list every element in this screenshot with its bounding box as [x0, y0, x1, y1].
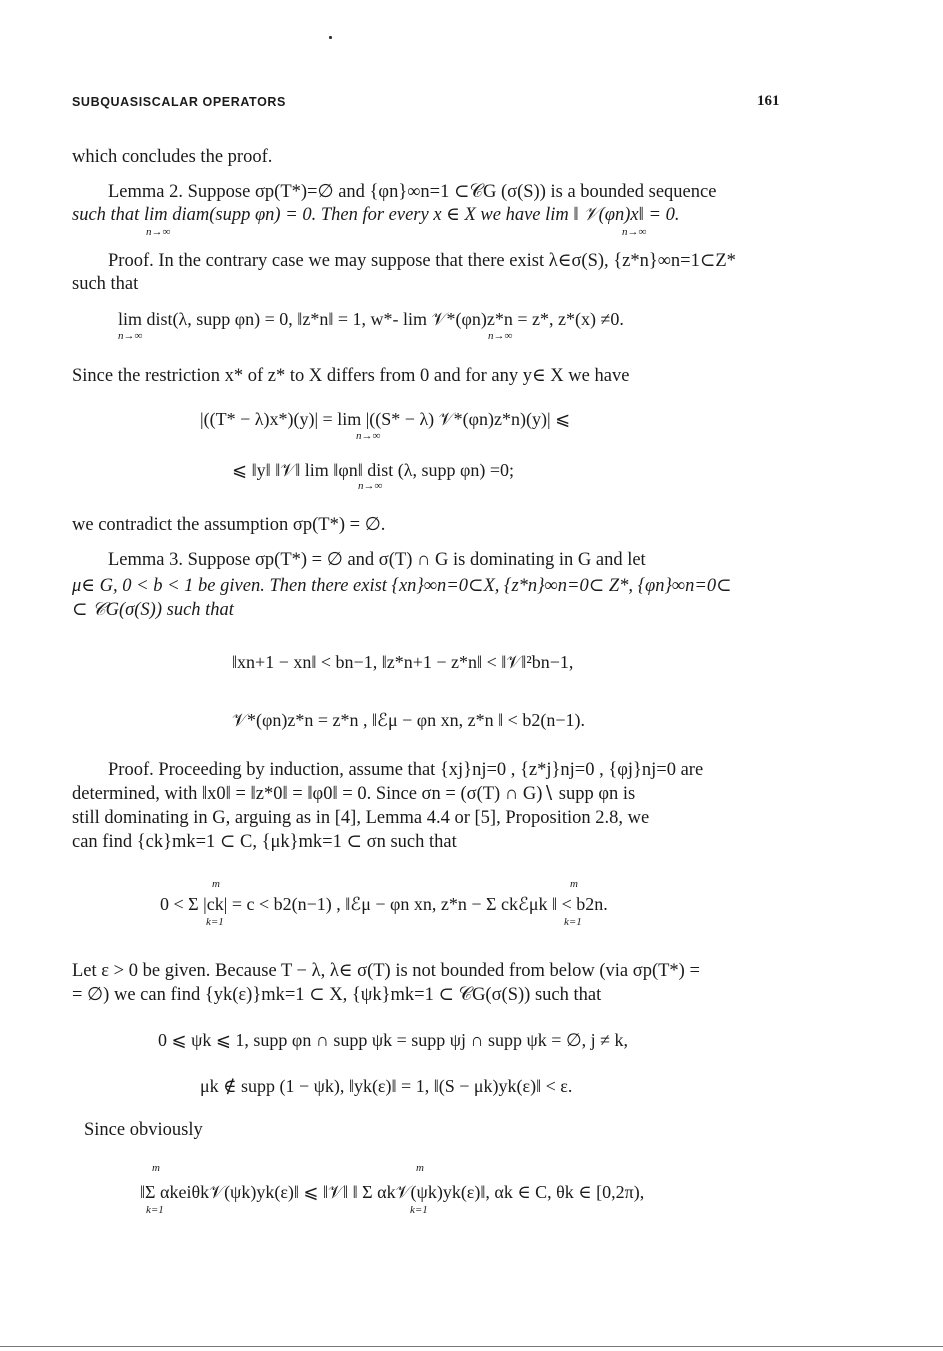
equation: 0 < Σ |ck| = c < b2(n−1) , ‖ℰμ − φn xn, z*n − Σ ckℰμk ‖ < b2n. — [160, 894, 608, 914]
sum-lower-limit: k=1 — [146, 1204, 164, 1216]
running-title: SUBQUASISCALAR OPERATORS — [72, 95, 286, 109]
text-line: still dominating in G, arguing as in [4], Lemma 4.4 or [5], Proposition 2.8, we — [72, 808, 650, 828]
text-line: ⊂ 𝒞G(σ(S)) such that — [72, 600, 234, 620]
text-line: such that — [72, 274, 139, 294]
sum-lower-limit: k=1 — [564, 916, 582, 928]
sum-lower-limit: k=1 — [206, 916, 224, 928]
scan-edge — [0, 1346, 943, 1347]
proof-line: Proof. Proceeding by induction, assume that {xj}nj=0 , {z*j}nj=0 , {φj}nj=0 are — [108, 760, 704, 780]
sum-upper-limit: m — [212, 878, 220, 890]
equation: ⩽ ‖y‖ ‖𝒱‖ lim ‖φn‖ dist (λ, supp φn) =0; — [232, 460, 515, 480]
page-number: 161 — [757, 93, 780, 109]
text-line: can find {ck}mk=1 ⊂ C, {μk}mk=1 ⊂ σn such that — [72, 832, 457, 852]
limit-subscript: n→∞ — [356, 430, 381, 442]
limit-subscript: n→∞ — [488, 330, 513, 342]
equation: |((T* − λ)x*)(y)| = lim |((S* − λ) 𝒱*(φn)z*n)(y)| ⩽ — [200, 409, 571, 429]
equation: 0 ⩽ ψk ⩽ 1, supp φn ∩ supp ψk = supp ψj ∩ supp ψk = ∅, j ≠ k, — [158, 1030, 629, 1050]
sum-upper-limit: m — [570, 878, 578, 890]
text-line: such that lim diam(supp φn) = 0. Then for every x ∈ X we have lim ‖ 𝒱(φn)x‖ = 0. — [72, 205, 680, 225]
equation: 𝒱*(φn)z*n = z*n , ‖ℰμ − φn xn, z*n ‖ < b2(n−1). — [232, 710, 585, 730]
lemma-3-statement: Lemma 3. Suppose σp(T*) = ∅ and σ(T) ∩ G is dominating in G and let — [108, 550, 646, 570]
speck — [329, 36, 332, 39]
limit-subscript: n→∞ — [146, 226, 171, 238]
text-line: Let ε > 0 be given. Because T − λ, λ∈ σ(T) is not bounded from below (via σp(T*) = — [72, 961, 700, 981]
text-line: = ∅) we can find {yk(ε)}mk=1 ⊂ X, {ψk}mk=1 ⊂ 𝒞G(σ(S)) such that — [72, 985, 602, 1005]
equation: μk ∉ supp (1 − ψk), ‖yk(ε)‖ = 1, ‖(S − μk)yk(ε)‖ < ε. — [200, 1076, 573, 1096]
text-line: determined, with ‖x0‖ = ‖z*0‖ = ‖φ0‖ = 0. Since σn = (σ(T) ∩ G)∖ supp φn is — [72, 784, 636, 804]
sum-lower-limit: k=1 — [410, 1204, 428, 1216]
equation: ‖xn+1 − xn‖ < bn−1, ‖z*n+1 − z*n‖ < ‖𝒱‖²bn−1, — [232, 652, 574, 672]
limit-subscript: n→∞ — [358, 480, 383, 492]
text-line: Since the restriction x* of z* to X differs from 0 and for any y∈ X we have — [72, 366, 630, 386]
lemma-2-statement: Lemma 2. Suppose σp(T*)=∅ and {φn}∞n=1 ⊂𝒞G (σ(S)) is a bounded sequence — [108, 182, 717, 202]
sum-upper-limit: m — [416, 1162, 424, 1174]
equation: ‖Σ αkeiθk𝒱(ψk)yk(ε)‖ ⩽ ‖𝒱‖ ‖ Σ αk𝒱(ψk)yk(ε)‖, αk ∈ C, θk ∈ [0,2π), — [140, 1182, 645, 1202]
text-line: which concludes the proof. — [72, 147, 273, 167]
sum-upper-limit: m — [152, 1162, 160, 1174]
text-line: we contradict the assumption σp(T*) = ∅. — [72, 515, 386, 535]
limit-subscript: n→∞ — [622, 226, 647, 238]
equation: lim dist(λ, supp φn) = 0, ‖z*n‖ = 1, w*- lim 𝒱*(φn)z*n = z*, z*(x) ≠0. — [118, 309, 624, 329]
text-line: μ∈ G, 0 < b < 1 be given. Then there exist {xn}∞n=0⊂X, {z*n}∞n=0⊂ Z*, {φn}∞n=0⊂ — [72, 576, 732, 596]
text-line: Since obviously — [84, 1120, 203, 1140]
limit-subscript: n→∞ — [118, 330, 143, 342]
proof-line: Proof. In the contrary case we may suppose that there exist λ∈σ(S), {z*n}∞n=1⊂Z* — [108, 251, 736, 271]
